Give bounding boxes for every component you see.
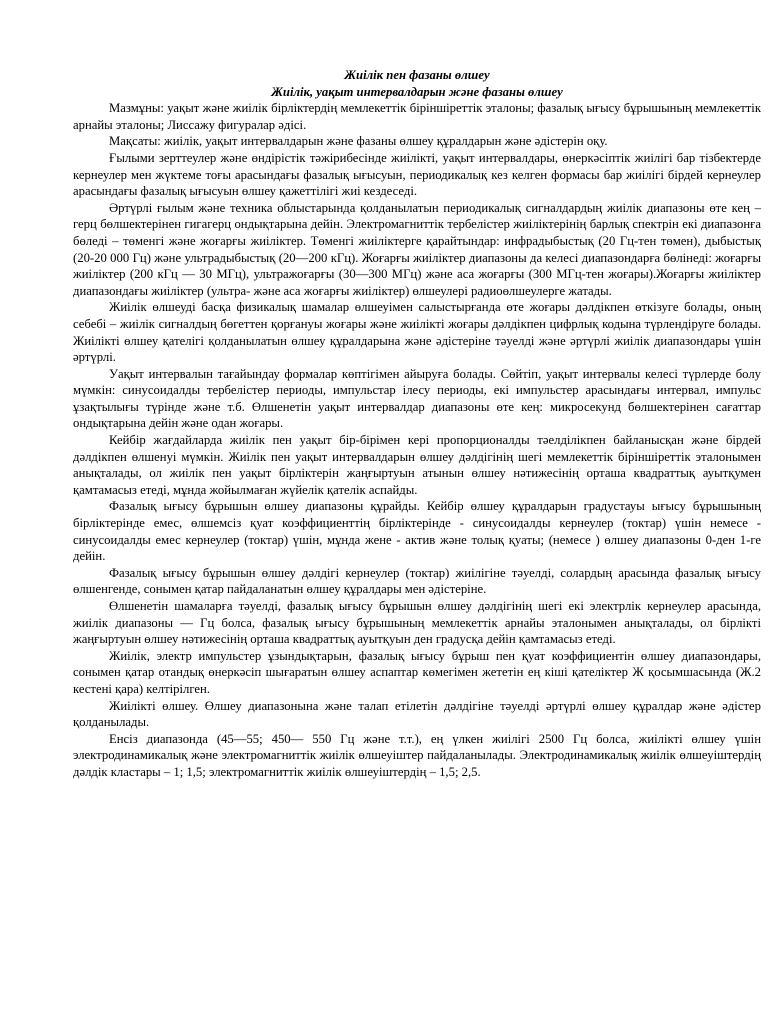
- paragraph: Фазалық ығысу бұрышын өлшеу дәлдігі кернеулер (токтар) жиілігіне тәуелді, солардың арасында фазалық ығысу өлшенгенде, сонымен қатар пайдаланатын өлшеу құралдары мен әдістеріне.: [73, 565, 761, 597]
- paragraph: Уақыт интервалын тағайындау формалар көптігімен айыруға болады. Сөйтіп, уақыт интервалы келесі түрлерде болу мүмкін: синусоидалды тербелістер периоды, импульстар ілесу периоды, екі импульстер арасындағы интервал, импульс ұзақтылығы түрінде және т.б. Өлшенетін уақыт интервалдар диапазоны өте кең: микросекунд бөлшектерінен сағаттар ондықтарына дейін және одан жоғары.: [73, 366, 761, 431]
- paragraph: Енсіз диапазонда (45—55; 450— 550 Гц және т.т.), ең үлкен жиілігі 2500 Гц болса, жиілікті өлшеу үшін электродинамикалық және электромагниттік жиілік өлшеуіштер пайдаланылады. Электродинамикалық жиілік өлшеуіштердің дәлдік кластары – 1; 1,5; электромагниттік жиілік өлшеуіштердің – 1,5; 2,5.: [73, 731, 761, 779]
- document-subtitle: Жиілік, уақыт интервалдарын және фазаны өлшеу: [271, 84, 563, 99]
- document-page: [73, 67, 761, 781]
- paragraph: Ғылыми зерттеулер және өндірістік тәжірибесінде жиілікті, уақыт интервалдары, өнеркәсіптік жиілігі бар тізбектерде кернеулер мен жүктеме тоғы арасындағы фазалық ығысуын, периодикалық кез келген формасы бар жиілігі бірдей кернеулер арасындағы фазалық ығысуын өлшеу қажеттілігі жиі кездеседі.: [73, 150, 761, 199]
- paragraph: Әртүрлі ғылым және техника облыстарында қолданылатын периодикалық сигналдардың жиілік диапазоны өте кең – герц бөлшектерінен гигагерц ондықтарына дейін. Электромагниттік тербелістер жиіліктерінің барлық спектрін екі диапазонға бөледі – төменгі және жоғарғы жиіліктер. Төменгі жиіліктерге қарайтындар: инфрадыбыстық (20 Гц-тен төмен), дыбыстық (20-20 000 Гц) және ультрадыбыстық (20—200 кГц). Жоғарғы жиіліктер диапазоны да келесі диапазондарға бөлінеді: жоғарғы жиіліктер (200 кГц — 30 МГц), ультражоғарғы (30—300 МГц) және аса жоғарғы (300 МГц-тен жоғары).Жоғарғы жиіліктер диапазондағы жиіліктер (ультра- және аса жоғарғы жиіліктер) өлшеулері радиоөлшеулерге жатады.: [73, 200, 761, 298]
- paragraph: Жиілікті өлшеу. Өлшеу диапазонына және талап етілетін дәлдігіне тәуелді әртүрлі өлшеу құралдар және әдістер қолданылады.: [73, 698, 761, 730]
- paragraph: Жиілік, электр импульстер ұзындықтарын, фазалық ығысу бұрыш пен қуат коэффициентін өлшеу диапазондары, сонымен қатар отандық өнеркәсіп шығаратын өлшеу аспаптар көмегімен жететін ең кіші қателіктер Ж қосымшасында (Ж.2 кестені қара) келтірілген.: [73, 648, 761, 696]
- paragraph: Жиілік өлшеуді басқа физикалық шамалар өлшеуімен салыстырғанда өте жоғары дәлдікпен өткізуге болады, оның себебі – жиілік сигналдың бөгеттен қорғануы жоғары және жиілікті жоғары дәлдікпен цифрлық кодына түрлендіруге болады. Жиілікті өлшеу қателігі қолданылатын өлшеу құралдарына және әдістеріне тәуелді және әртүрлі жиілік диапазондары үшін әртүрлі.: [73, 300, 761, 365]
- paragraph: Кейбір жағдайларда жиілік пен уақыт бір-бірімен кері пропорционалды тәелділікпен байланысқан және бірдей дәлдікпен өлшенуі мүмкін. Жиілік пен уақыт интервалдарын өлшеу дәлдігінің шегі мемлекеттік біріншіреттік эталонымен анықталады, ол жиілік пен уақыт бірліктерін жаңғыртуын атынын өлшеу нәтижесінің орташа квадраттық ауытқумен қамтамасыз етеді, мұнда жойылмаған жүйелік қателік аспайды.: [73, 433, 761, 497]
- paragraph-purpose: Мақсаты: жиілік, уақыт интервалдарын және фазаны өлшеу құралдарын және әдістерін оқу.: [109, 134, 608, 149]
- document-title: Жиілік пен фазаны өлшеу: [344, 68, 490, 82]
- paragraph: Фазалық ығысу бұрышын өлшеу диапазоны құрайды. Кейбір өлшеу құралдарын градустауы ығысу бұрышының бірліктерінде емес, өлшемсіз қуат коэффициенттің бірліктерінде - синусоидалды кернеулер (токтар) үшін немесе - синусоидалды емес кернеулер (токтар) үшін, мұнда жене - актив және толық қуаты; (немесе ) өлшеу диапазоны 0-ден 1-ге дейін.: [73, 499, 761, 564]
- paragraph: Өлшенетін шамаларға тәуелді, фазалық ығысу бұрышын өлшеу дәлдігінің шегі екі электрлік кернеулер арасында, жиілік диапазоны — Гц болса, фазалық ығысу бұрышының мемлекеттік арнайы эталонымен анықталады, ол бірлікті жаңғыртуын өлшеу нәтижесінің орташа квадраттық ауытқуын ден градусқа дейін қамтамасыз етеді.: [73, 599, 761, 647]
- paragraph-content: Мазмұны: уақыт және жиілік бірліктердің мемлекеттік біріншіреттік эталоны; фазалық ығысу бұрышының мемлекеттік арнайы эталоны; Лиссажу фигуралар әдісі.: [73, 101, 761, 132]
